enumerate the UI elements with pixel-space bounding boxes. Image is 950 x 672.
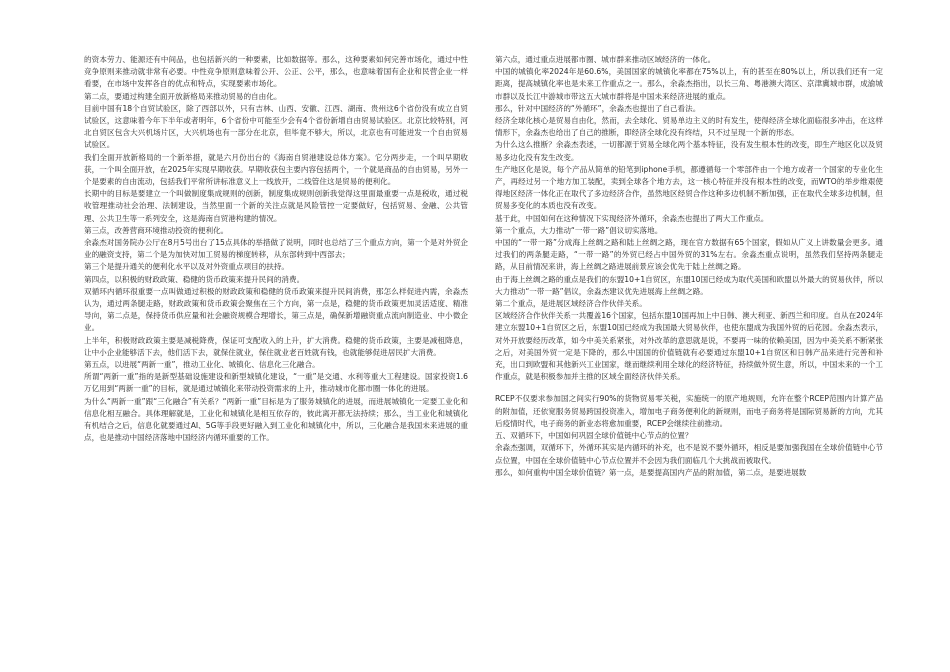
left-para-6: 第三点，改善营商环境推动投资的便利化。 xyxy=(84,225,229,235)
left-para-4: 我们全面开放新格局的一个新举措，就是六月份出台的《海南自贸港建设总体方案》。它分两步走，一个叫早期收获，一个叫全面开放，在2025年实现早期收获。早期收获包主要内容包括两个，一个就是商品的自由贸易，另外一个是要素的自由流动，包括我们平常所讲标准意义上一线放开，二线管住这是贸易的便利化。 xyxy=(84,152,468,187)
left-column xyxy=(84,54,468,445)
left-para-1: 的资本劳力、能源还有中间品，也包括新兴的一种要素，比如数据等。那么，这种要素如何完善市场化，通过中性竞争原则来推动就非常有必要。中性竞争原则意味着公开、公正、公平，那么，也意味着国有企业和民营企业一样看要，在市场中发挥各自的优点和特点，实现要素市场化。 xyxy=(84,55,468,89)
right-para-9: 中国的“一带一路”分成海上丝绸之路和陆上丝绸之路，现在官方数据有65个国家，假如从广义上讲数量会更多。通过我们的两条腿走路，“一带一路”的外贸已经占中国外贸的31%左右。余淼杰重点说明，虽然我们坚持两条腿走路，从目前情况来讲，海上丝绸之路进展前景应该会优先于陆上丝绸之路。 xyxy=(495,238,883,272)
left-para-5: 长期中的目标是要建立一个叫做制度集成规则的创新，制度集成规则创新我觉得这里面最重要一点是税收，通过税收管理推动社会治理、法制建设，当然里面一个新的关注点就是风险管控一定要做好，包括贸易、金融、公共管理、公共卫生等一系列安全，这是海南自贸港构建的情况。 xyxy=(84,189,468,223)
right-column xyxy=(495,54,883,479)
left-para-3: 目前中国有18个自贸试验区，除了西部以外，只有吉林、山西、安徽、江西、湖南、贵州这6个省份没有成立自贸试验区，这意味着今年下半年或者明年，6个省份中可能至少会有4个省份新增自由贸易试验区。北京比较特别，河北自贸区包含大兴机场片区，大兴机场也有一部分在北京，但毕竟不够大，所以，北京也有可能迸发一个自由贸易试验区。 xyxy=(84,103,468,150)
left-para-13: 所谓“两新一重”指的是新型基础设施建设和新型城镇化建设，“一重”是交通、水利等重大工程建设。国家投资1.6万亿用到“两新一重”的目标，就是通过城镇化来带动投资需求的上升，推动城市化都市圈一体化的进展。 xyxy=(84,372,468,394)
right-para-13: RCEP不仅要求参加国之间实行90%的货物贸易零关税，实施统一的原产地规则，允许在整个RCEP范围内计算产品的附加值，还依宽服务贸易跨国投资准入，增加电子商务便利化的新规则，而电子商务将是国际贸易新的方向，尤其后疫情时代，电子商务的新业态将愈加重要，RCEP会继续往前推动。 xyxy=(495,394,883,428)
right-para-16: 那么，如何重构中国全球价值链？第一点，是要提高国内产品的附加值，第二点，是要进展数 xyxy=(495,467,807,477)
right-para-12: 区域经济合作伙伴关系一共覆盖16个国家，包括东盟10国再加上中日韩、澳大利亚、新西兰和印度。自从在2024年建立东盟10+1自贸区之后，东盟10国已经成为我国最大贸易伙伴，也使东盟成为我国外贸的后花园。余淼杰表示，对外开放要经历改革，如今中美关系紧张，对外改革的意思就是说，不要再一味的依赖美国，因为中美关系不断紧张之后，对美国外贸一定是下降的，那么中国国的价值链就有必要通过东盟10+1自贸区和日韩产品来进行完善和补充，出口到欧盟和其他新兴工业国家，继而继续利用全球化的经济特征，持续做外贸生意，所以，中国未来的一个工作重点，就是积极参加并主推的区域全面经济伙伴关系。 xyxy=(495,311,883,382)
left-para-2: 第二点，要通过构建全面开放新格局来推动贸易的自由化。 xyxy=(84,91,282,101)
right-para-1: 第六点，通过重点进展都市圈、城市群来推动区域经济的一体化。 xyxy=(495,55,716,64)
section-heading: 五、双循环下，中国如何巩固全球价值链中心节点的位置？ xyxy=(495,431,693,441)
right-para-7: 基于此，中国如何在这种情况下实现经济外循环，余淼杰也提出了两大工作重点。 xyxy=(495,213,769,223)
left-para-7: 余淼杰对国务院办公厅在8月5号出台了15点具体的举措做了说明，同时也总结了三个重点方向，第一个是对外贸企业的融资支持，第二个是为加快对加工贸易的梯度转移，从东部转到中西部去； xyxy=(84,238,468,260)
right-para-10: 由于海上丝绸之路的重点是我们的东盟10+1自贸区，东盟10国已经成为取代美国和欧盟以外最大的贸易伙伴，所以大力推动“一带一路”倡议，余淼杰建议优先进展海上丝绸之路。 xyxy=(495,274,883,296)
right-para-2: 中国的城镇化率2024年是60.6%，美国国家的城镇化率都在75%以上，有的甚至在80%以上，所以我们还有一定距离，提高城镇化率也是未来工作重点之一。那么，余淼杰指出，以长三角、粤港澳大湾区、京津冀城市群，成渝城市群以及长江中游城市带这五大城市群将是中国未来经济进展的重点。 xyxy=(495,67,883,101)
right-para-11: 第二个重点，是进展区域经济合作伙伴关系。 xyxy=(495,299,647,309)
left-para-9: 第四点，以积极的财政政策、稳健的货币政策来提升民间的消费。 xyxy=(84,274,305,284)
right-para-5: 为什么这么推断？余淼杰表述，一切都源于贸易全球化两个基本特征，没有发生根本性的改变，即生产地区化以及贸易多边化没有发生改变。 xyxy=(495,140,883,162)
right-para-8: 第一个重点，大力推动“一带一路”倡议切实落地。 xyxy=(495,225,663,235)
left-para-11: 上半年，积极财政政策主要是减税降费，保证可支配收入的上升，扩大消费。稳健的货币政策，主要是减租降息，让中小企业能够活下去，他们活下去，就保住就业，保住就业老百姓就有钱，也就能够促进居民扩大消费。 xyxy=(84,335,468,357)
right-para-15: 余淼杰强调，双循环下，外循环其实是内循环的补充，也不是说不要外循环，相反是要加强我国在全球价值链中心节点位置，中国在全球价值链中心节点位置并不会因为我们面临几个大挑战而被取代。 xyxy=(495,443,883,465)
right-para-6: 生产地区化是说，每个产品从简单的铅笔到iphone手机，都遵循每一个零部件由一个地方或者一个国家的专业化生产，再经过另一个地方加工装配，卖到全球各个地方去，这一核心特征并没有根本性的改变，而WTO的举步维艰使得地区经济一体化正在取代了多边经济合作，虽然地区经贸合作这种多边机制不断加强，正在取代全球多边机制，但贸易多变化的本质也没有改变。 xyxy=(495,164,883,211)
left-para-8: 第三个是提升通关的便利化水平以及对外资重点项目的扶持。 xyxy=(84,262,290,272)
left-para-12: 第五点，以进展“两新一重”，推动工业化、城镇化、信息化三化融合。 xyxy=(84,360,320,370)
paragraph-gap xyxy=(495,383,883,393)
left-para-10: 双循环内循环很重要一点叫做通过积极的财政政策和稳健的货币政策来提升民间消费，那怎么样促进内需，余淼杰认为，通过两条腿走路，财政政策和货币政策会聚焦在三个方向，第一点是，稳健的货币政策更加灵活适度、精准导向，第二点是，保持货币供应量和社会融资规模合理增长，第三点是，确保新增融资重点流向制造业、中小微企业。 xyxy=(84,286,468,333)
right-para-3: 那么，针对中国经济的“外循环”，余淼杰也提出了自己看法。 xyxy=(495,103,701,113)
left-para-14: 为什么“两新一重”跟“三化融合”有关系？“两新一重”目标是为了服务城镇化的进展，而进展城镇化一定要工业化和信息化相互融合。具体理解就是，工业化和城镇化是相互依存的，彼此离开都无法持续；那么，当工业化和城镇化有机结合之后，信息化就要通过AI、5G等手段更好融入到工业化和城镇化中，所以，三化融合是我国未来进展的重点，也是推动中国经济落地中国经济内循环重要的工作。 xyxy=(84,396,468,443)
right-para-4: 经济全球化核心是贸易自由化，然而，去全球化、贸易单边主义的时有发生，使得经济全球化面临很多冲击，在这样情形下，余淼杰也给出了自己的推断，即经济全球化没有终结，只不过呈现一个新的形态。 xyxy=(495,116,883,138)
